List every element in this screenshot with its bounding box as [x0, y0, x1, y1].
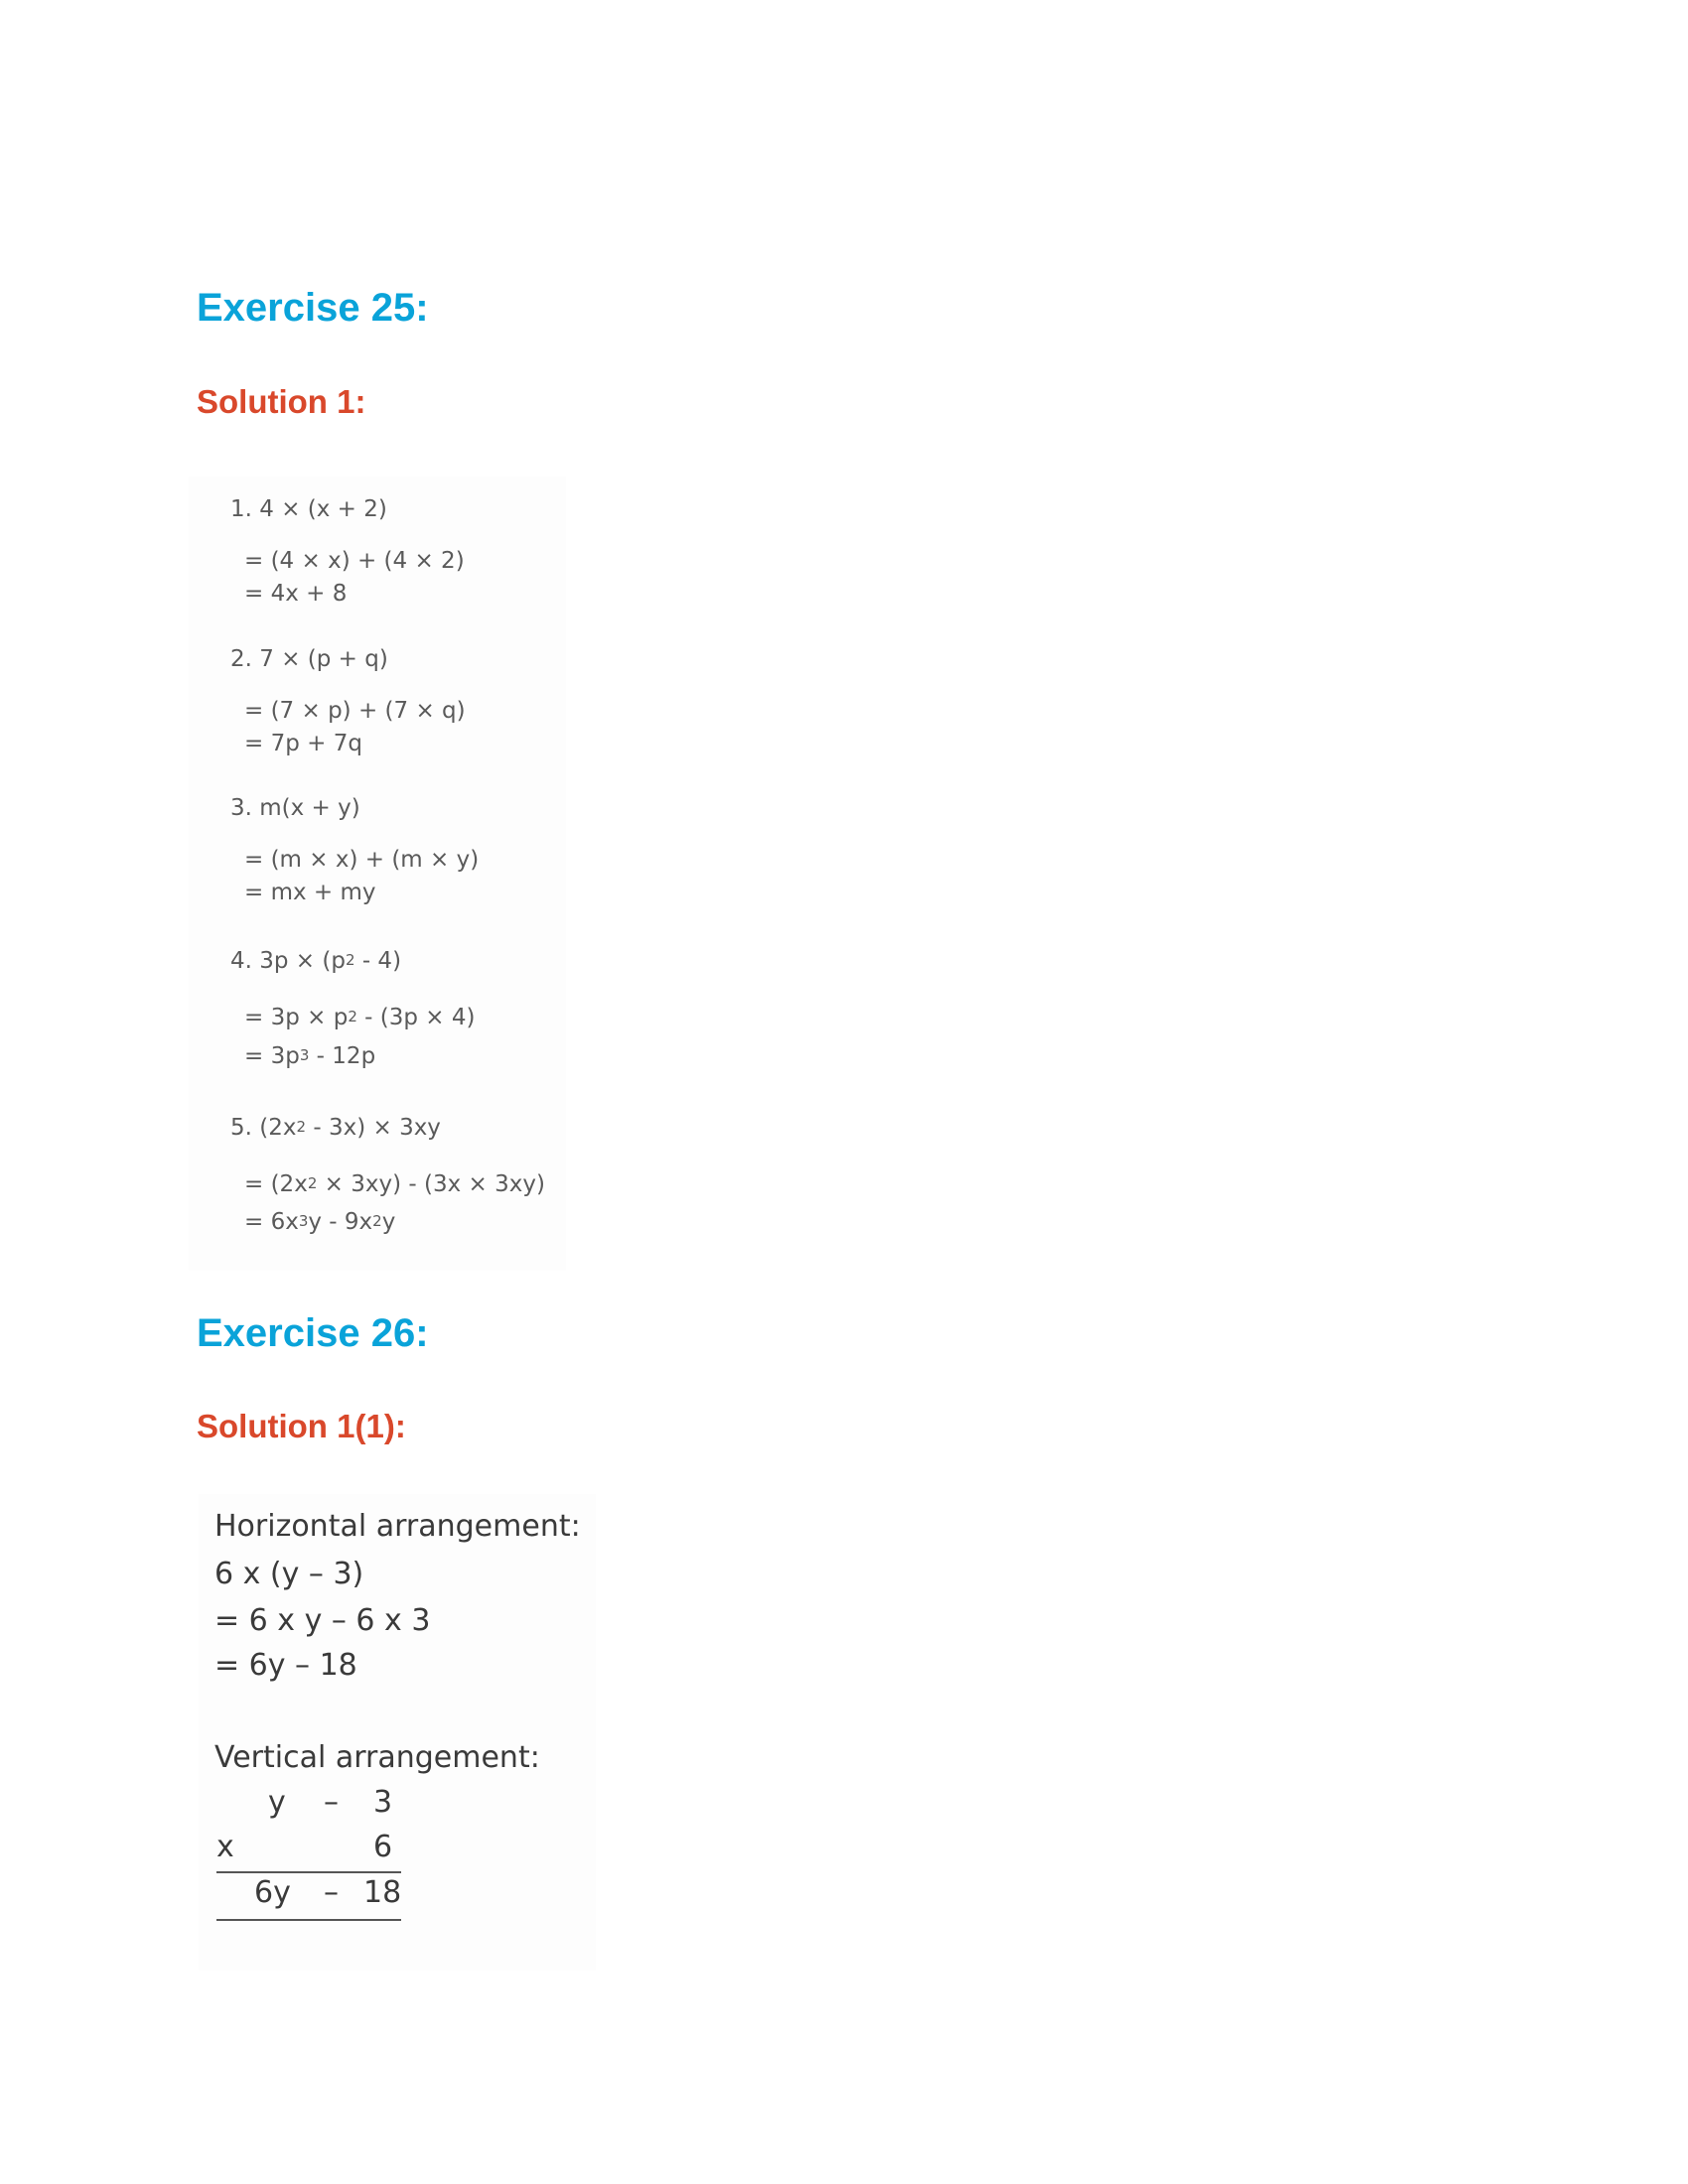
item-3-question: 3. m(x + y)	[230, 795, 360, 821]
item-4-step-2: = $3p^3 - 12p$	[244, 1043, 376, 1069]
item-5-step-1: = $(2x^2 \times 3xy) - (3x \times 3xy)$	[244, 1171, 545, 1197]
vertical-row-1-term: y	[268, 1785, 286, 1820]
item-1-step-1: = (4 × x) + (4 × 2)	[244, 548, 465, 574]
vertical-row-2-multiply-sign: x	[216, 1830, 234, 1864]
item-2-step-1: = (7 × p) + (7 × q)	[244, 698, 466, 724]
vertical-row-1-constant: 3	[373, 1785, 393, 1820]
item-1-step-2: = 4x + 8	[244, 581, 348, 607]
item-5-question: 5. $(2x^2 - 3x) \times 3xy$	[230, 1115, 441, 1141]
item-2-question: 2. 7 × (p + q)	[230, 646, 388, 672]
item-4-question: 4. $3p \times (p^2 - 4)$	[230, 948, 402, 974]
horizontal-label: Horizontal arrangement:	[214, 1509, 581, 1544]
vertical-rule-bottom	[216, 1919, 401, 1921]
exercise-25-heading: Exercise 25:	[197, 286, 429, 330]
solution-1-heading: Solution 1:	[197, 383, 366, 420]
item-1-question: 1. 4 × (x + 2)	[230, 496, 387, 522]
vertical-row-3-term: 6y	[254, 1875, 291, 1910]
horizontal-step-1: 6 x (y – 3)	[214, 1557, 364, 1591]
vertical-row-1-operator: –	[324, 1785, 339, 1820]
horizontal-step-3: = 6y – 18	[214, 1648, 357, 1683]
solution-1-block	[189, 477, 566, 1271]
exercise-26-heading: Exercise 26:	[197, 1311, 429, 1355]
solution-1-1-block	[199, 1494, 596, 1971]
vertical-label: Vertical arrangement:	[214, 1740, 540, 1775]
vertical-row-2-multiplier: 6	[373, 1830, 393, 1864]
item-2-step-2: = 7p + 7q	[244, 731, 362, 756]
vertical-rule-top	[216, 1871, 401, 1873]
item-3-step-2: = mx + my	[244, 880, 376, 905]
vertical-row-3-constant: 18	[363, 1875, 402, 1910]
item-3-step-1: = (m × x) + (m × y)	[244, 847, 480, 873]
solution-1-1-heading: Solution 1(1):	[197, 1408, 406, 1444]
horizontal-step-2: = 6 x y – 6 x 3	[214, 1603, 431, 1638]
vertical-row-3-operator: –	[324, 1875, 339, 1910]
item-4-step-1: = $3p \times p^2 - (3p \times 4)$	[244, 1005, 476, 1030]
item-5-step-2: = $6x^3y - 9x^2y$	[244, 1209, 396, 1235]
